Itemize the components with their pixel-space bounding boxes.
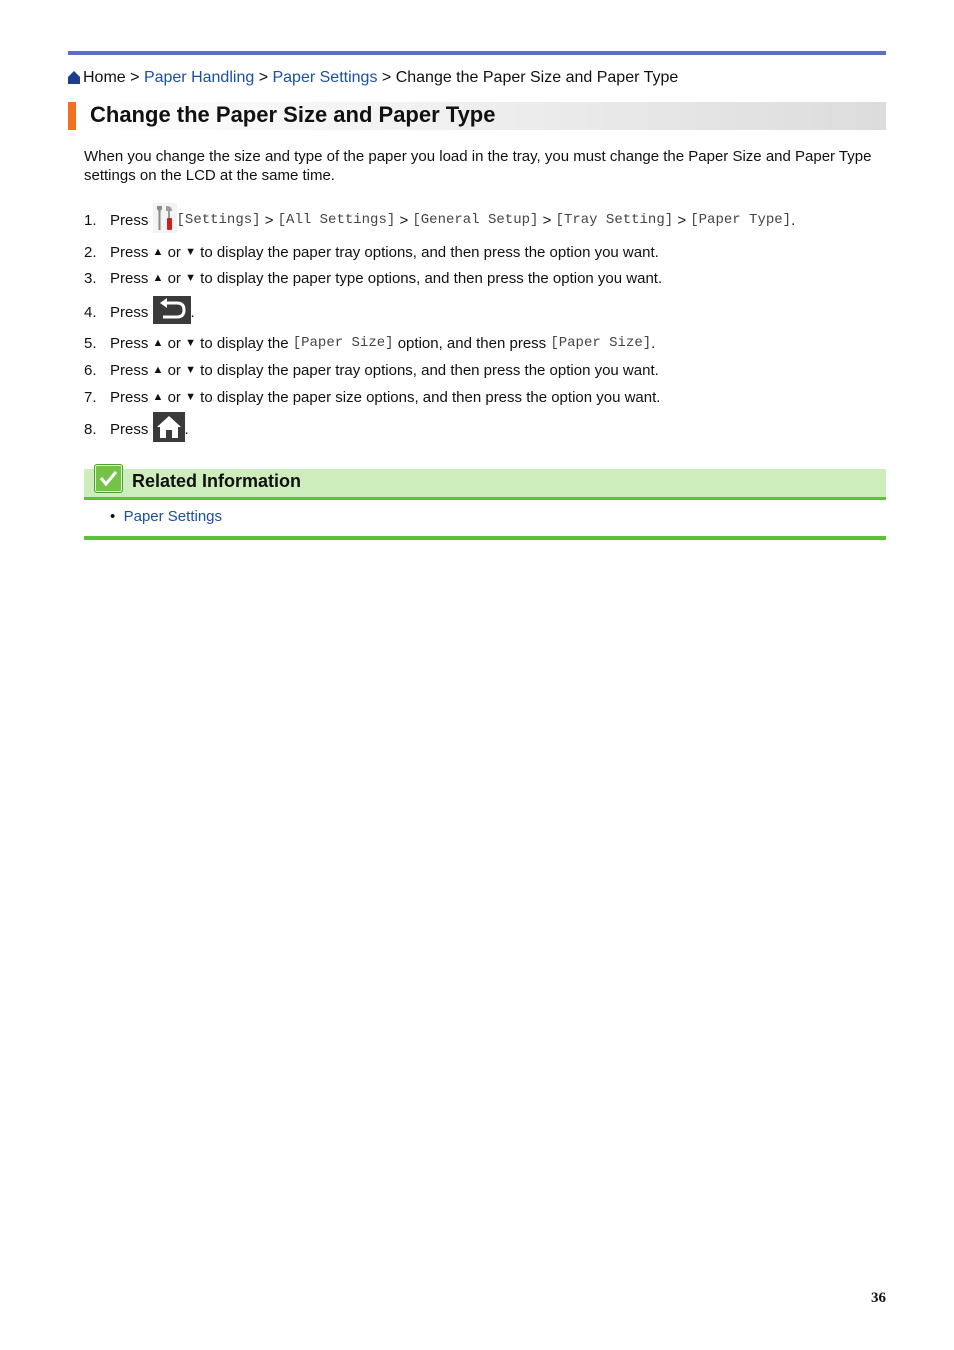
- down-arrow-icon: ▼: [185, 364, 196, 376]
- menu-separator: >: [399, 211, 409, 229]
- top-rule: [68, 51, 886, 55]
- related-bottom-rule: [84, 536, 886, 540]
- settings-tools-icon: [153, 203, 177, 237]
- step-text: or: [167, 243, 181, 261]
- down-arrow-icon: ▼: [185, 272, 196, 284]
- step-text: to display the paper size options, and then press the option you want.: [200, 388, 661, 406]
- page-number: 36: [871, 1290, 886, 1306]
- breadcrumb-separator: >: [130, 69, 140, 86]
- step-number: 2.: [84, 243, 97, 261]
- step-text: or: [167, 269, 181, 287]
- up-arrow-icon: ▲: [152, 364, 164, 376]
- breadcrumb-separator: >: [258, 69, 269, 86]
- step-1: [84, 207, 795, 233]
- breadcrumb-current: Change the Paper Size and Paper Type: [395, 69, 679, 86]
- home-icon: [68, 70, 80, 90]
- step-number: 6.: [84, 361, 97, 379]
- step-number: 5.: [84, 334, 97, 352]
- menu-separator: >: [264, 211, 274, 229]
- step-text: or: [167, 334, 181, 352]
- related-list-item: [110, 507, 222, 526]
- menu-separator: >: [542, 211, 552, 229]
- menu-tray-setting: [Tray Setting]: [555, 212, 674, 228]
- step-text: Press: [110, 420, 149, 438]
- menu-paper-size: [Paper Size]: [292, 335, 394, 351]
- breadcrumb-paper-settings[interactable]: Paper Settings: [272, 69, 378, 86]
- up-arrow-icon: ▲: [152, 337, 164, 349]
- breadcrumb: [68, 68, 678, 90]
- step-text: or: [167, 361, 181, 379]
- menu-paper-size: [Paper Size]: [550, 335, 652, 351]
- title-bar: [68, 102, 886, 130]
- home-button-icon: [153, 412, 185, 446]
- up-arrow-icon: ▲: [152, 391, 164, 403]
- step-end: .: [190, 303, 195, 321]
- step-text: Press: [110, 361, 149, 379]
- step-3: [84, 265, 662, 291]
- bullet: •: [110, 508, 116, 525]
- step-2: [84, 239, 659, 265]
- step-7: [84, 384, 660, 410]
- step-text: Press: [110, 243, 149, 261]
- menu-all-settings: [All Settings]: [277, 212, 396, 228]
- step-text: Press: [110, 388, 149, 406]
- step-end: .: [651, 334, 656, 352]
- breadcrumb-home: Home: [83, 69, 126, 86]
- step-end: .: [791, 211, 796, 229]
- step-end: .: [184, 420, 189, 438]
- menu-settings: [Settings]: [176, 212, 261, 228]
- step-text: to display the paper tray options, and then press the option you want.: [200, 361, 659, 379]
- step-number: 1.: [84, 211, 97, 229]
- step-text: Press: [110, 303, 149, 321]
- step-number: 3.: [84, 269, 97, 287]
- step-text: to display the paper tray options, and then press the option you want.: [200, 243, 659, 261]
- breadcrumb-paper-handling[interactable]: Paper Handling: [143, 69, 255, 86]
- back-arrow-icon: [153, 296, 191, 328]
- menu-general-setup: [General Setup]: [412, 212, 539, 228]
- menu-separator: >: [677, 211, 687, 229]
- step-text: or: [167, 388, 181, 406]
- step-5: [84, 330, 655, 356]
- related-link-paper-settings[interactable]: Paper Settings: [123, 508, 223, 525]
- intro-paragraph: When you change the size and type of the paper you load in the tray, you must change the Paper Size and Paper Type settings on the LCD at the same time.: [84, 148, 872, 184]
- step-4: [84, 297, 195, 327]
- step-text: to display the: [200, 334, 289, 352]
- down-arrow-icon: ▼: [185, 391, 196, 403]
- related-information-bar: [84, 469, 886, 500]
- down-arrow-icon: ▼: [185, 337, 196, 349]
- step-6: [84, 357, 659, 383]
- step-number: 4.: [84, 303, 97, 321]
- step-8: [84, 414, 189, 444]
- step-number: 8.: [84, 420, 97, 438]
- step-text: Press: [110, 211, 149, 229]
- step-number: 7.: [84, 388, 97, 406]
- step-text: option, and then press: [397, 334, 547, 352]
- step-text: Press: [110, 269, 149, 287]
- breadcrumb-separator: >: [381, 69, 392, 86]
- related-heading: Related Information: [132, 471, 302, 491]
- check-icon: [94, 464, 123, 493]
- step-text: Press: [110, 334, 149, 352]
- page-title: Change the Paper Size and Paper Type: [90, 102, 496, 127]
- down-arrow-icon: ▼: [185, 246, 196, 258]
- up-arrow-icon: ▲: [152, 272, 164, 284]
- step-text: to display the paper type options, and then press the option you want.: [200, 269, 663, 287]
- menu-paper-type: [Paper Type]: [690, 212, 792, 228]
- up-arrow-icon: ▲: [152, 246, 164, 258]
- title-accent: [68, 102, 76, 130]
